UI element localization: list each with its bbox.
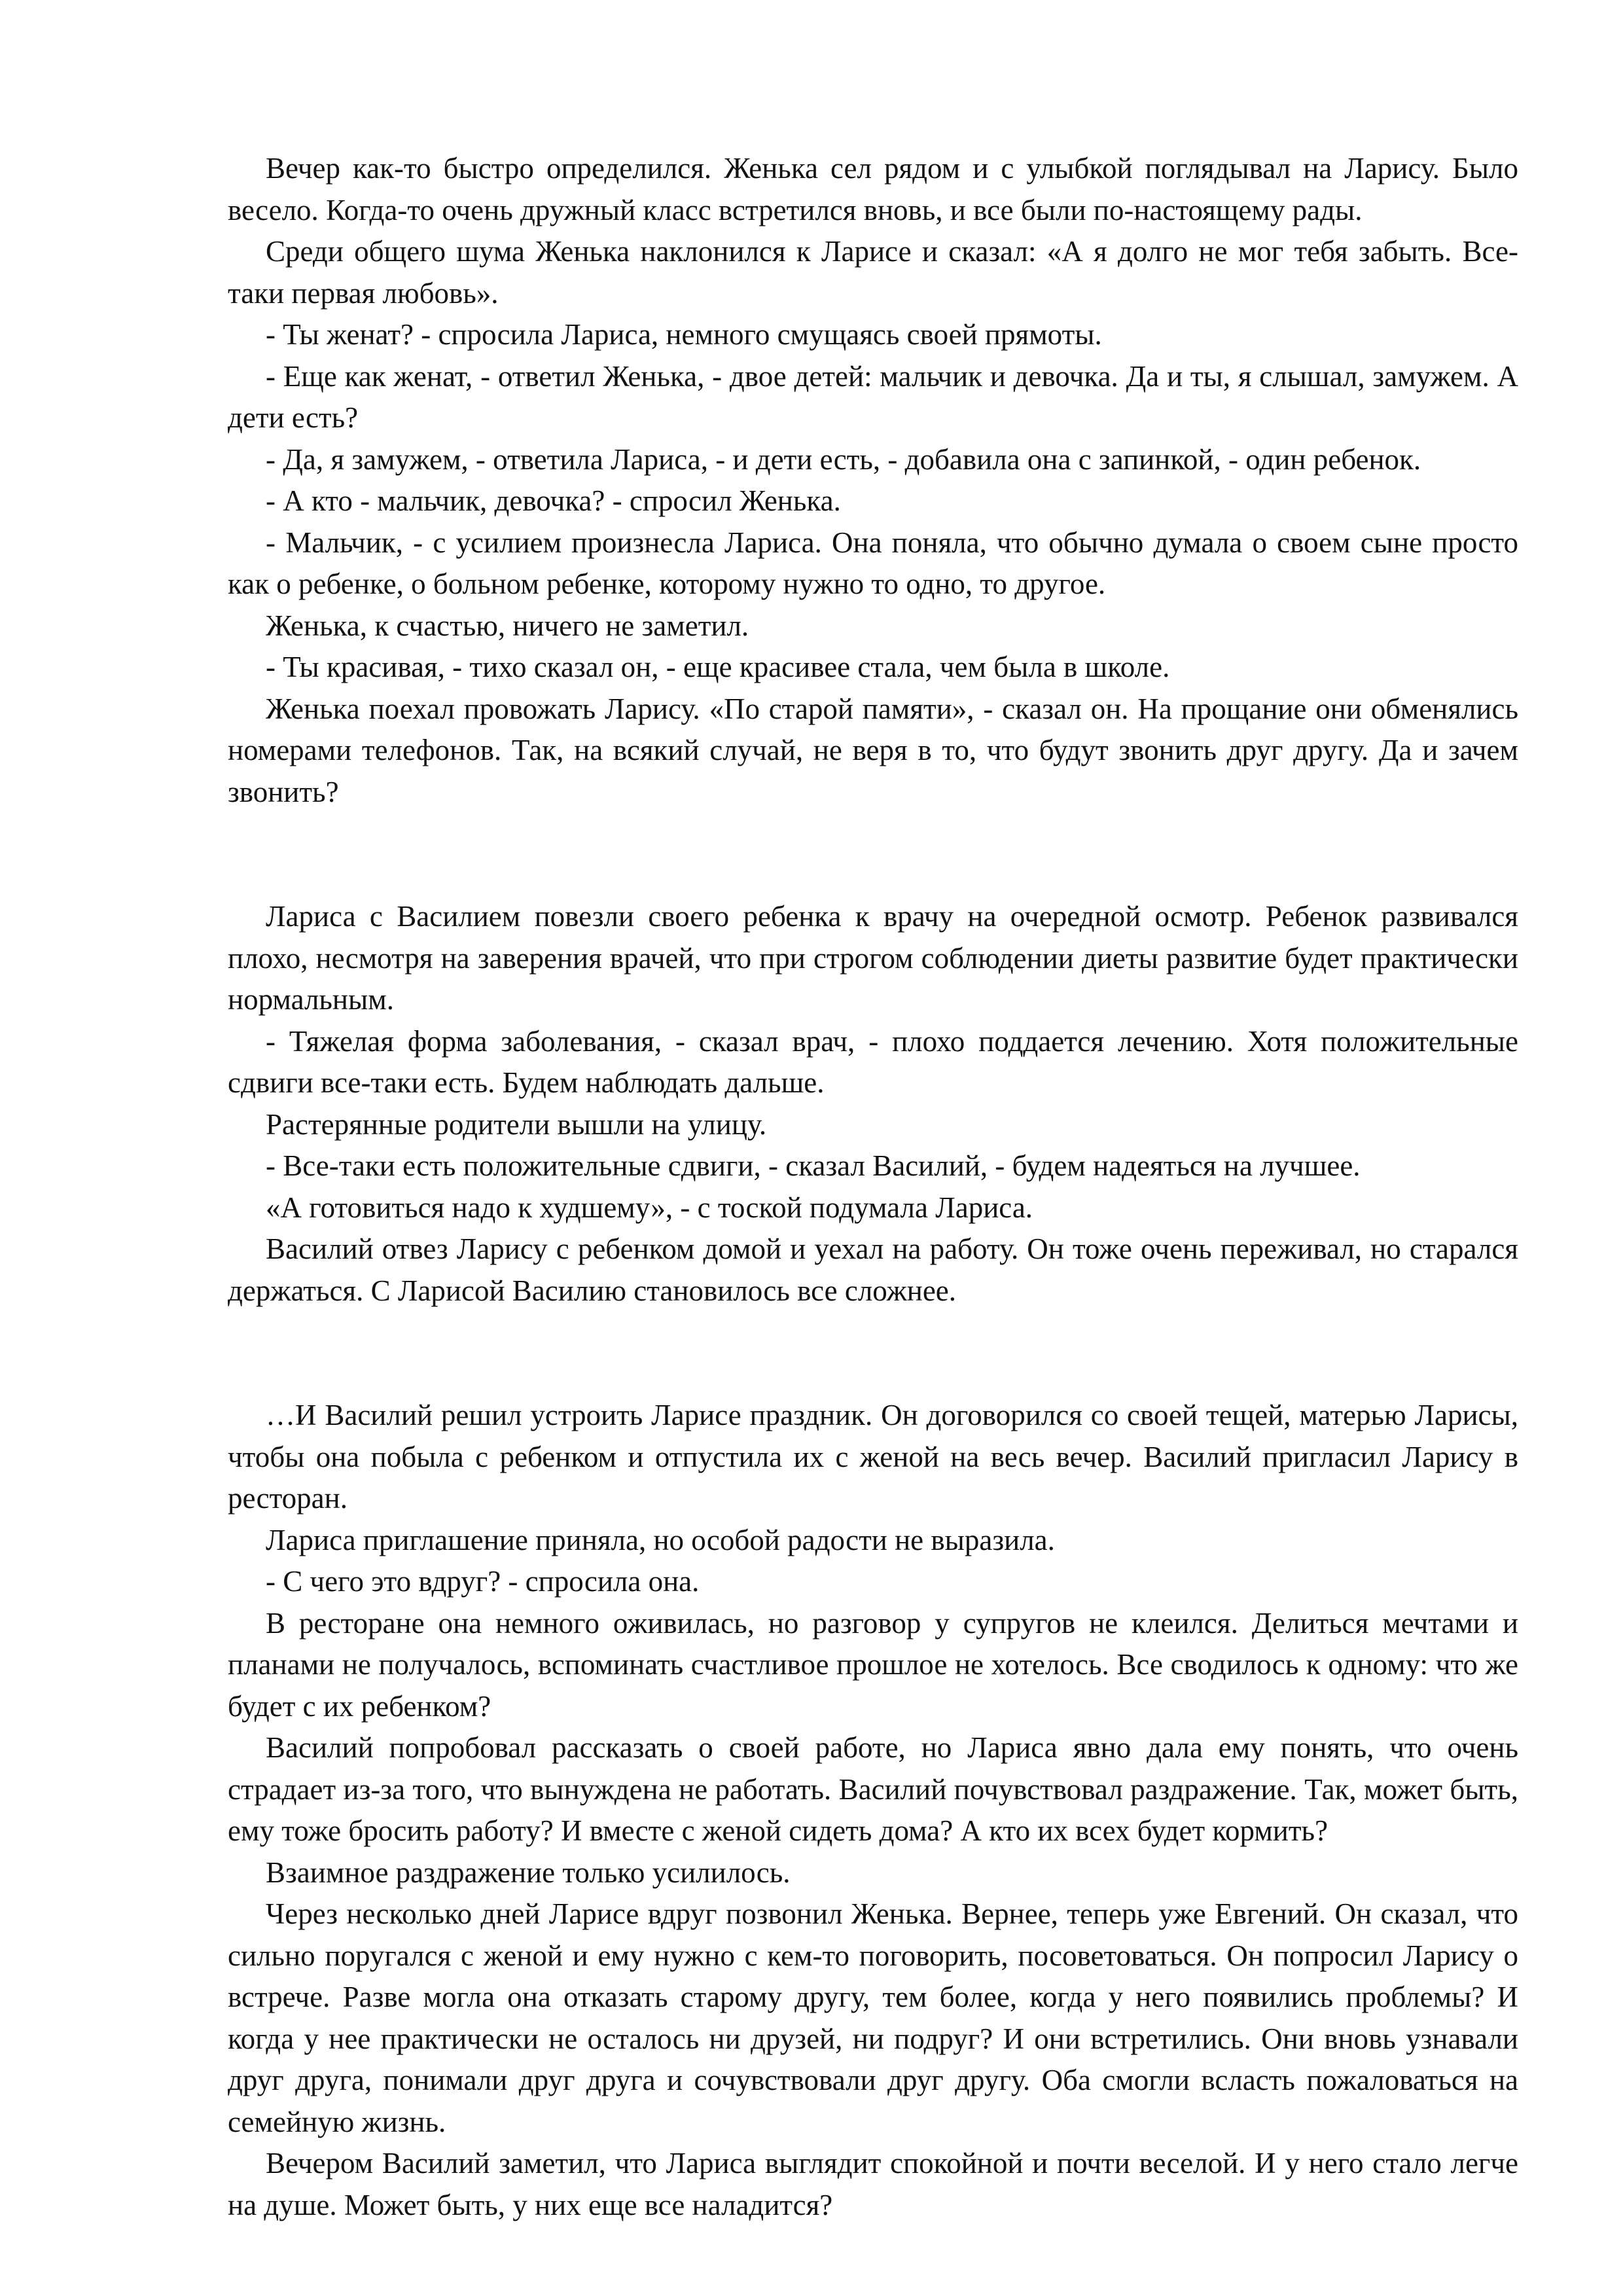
section-break — [228, 813, 1518, 896]
paragraph: Лариса с Василием повезли своего ребенка к врачу на очередной осмотр. Ребенок развивался плохо, несмотря на заверения врачей, что при строгом соблюдении диеты развитие будет практически нормальным. — [228, 900, 1518, 1016]
paragraph: - Все-таки есть положительные сдвиги, - сказал Василий, - будем надеяться на лучшее. — [266, 1149, 1361, 1182]
paragraph: Женька, к счастью, ничего не заметил. — [266, 609, 749, 642]
paragraph: Взаимное раздражение только усилилось. — [266, 1856, 791, 1889]
paragraph: Василий попробовал рассказать о своей работе, но Лариса явно дала ему понять, что очень страдает из-за того, что вынуждена не работать. Василий почувствовал раздражение. Так, может быть, ему тоже бросить работу? И вместе с женой сидеть дома? А кто их всех будет кормить? — [228, 1731, 1518, 1847]
paragraph: Вечер как-то быстро определился. Женька сел рядом и с улыбкой поглядывал на Ларису. Было весело. Когда-то очень дружный класс встретился вновь, и все были по-настоящему рады. — [228, 152, 1518, 226]
paragraph: - Еще как женат, - ответил Женька, - двое детей: мальчик и девочка. Да и ты, я слышал, замужем. А дети есть? — [228, 359, 1518, 434]
paragraph: Растерянные родители вышли на улицу. — [266, 1107, 767, 1141]
paragraph: Среди общего шума Женька наклонился к Ларисе и сказал: «А я долго не мог тебя забыть. Все-таки первая любовь». — [228, 235, 1518, 310]
paragraph: Лариса приглашение приняла, но особой радости не выразила. — [266, 1523, 1055, 1556]
paragraph: В ресторане она немного оживилась, но разговор у супругов не клеился. Делиться мечтами и планами не получалось, вспоминать счастливое прошлое не хотелось. Все сводилось к одному: что же будет с их ребенком? — [228, 1606, 1518, 1723]
paragraph: - Да, я замужем, - ответила Лариса, - и дети есть, - добавила она с запинкой, - один ребенок. — [266, 442, 1421, 476]
paragraph: - Тяжелая форма заболевания, - сказал врач, - плохо поддается лечению. Хотя положительные сдвиги все-таки есть. Будем наблюдать дальше. — [228, 1024, 1518, 1099]
paragraph: - Ты красивая, - тихо сказал он, - еще красивее стала, чем была в школе. — [266, 651, 1170, 683]
paragraph: Вечером Василий заметил, что Лариса выглядит спокойной и почти веселой. И у него стало легче на душе. Может быть, у них еще все наладится? — [228, 2147, 1518, 2221]
paragraph: - С чего это вдруг? - спросила она. — [266, 1565, 700, 1598]
text-column — [228, 148, 1518, 2226]
paragraph: Женька поехал провожать Ларису. «По старой памяти», - сказал он. На прощание они обменялись номерами телефонов. Так, на всякий случай, не веря в то, что будут звонить друг другу. Да и зачем звонить? — [228, 692, 1518, 808]
paragraph: «А готовиться надо к худшему», - с тоской подумала Лариса. — [266, 1191, 1033, 1224]
paragraph: …И Василий решил устроить Ларисе праздник. Он договорился со своей тещей, матерью Ларисы, чтобы она побыла с ребенком и отпустила их с женой на весь вечер. Василий пригласил Ларису в ресторан. — [228, 1399, 1518, 1515]
paragraph: - А кто - мальчик, девочка? - спросил Женька. — [266, 484, 841, 517]
paragraph: - Ты женат? - спросила Лариса, немного смущаясь своей прямоты. — [266, 318, 1102, 351]
paragraph: Василий отвез Ларису с ребенком домой и уехал на работу. Он тоже очень переживал, но старался держаться. С Ларисой Василию становилось все сложнее. — [228, 1232, 1518, 1307]
paragraph: Через несколько дней Ларисе вдруг позвонил Женька. Вернее, теперь уже Евгений. Он сказал, что сильно поругался с женой и ему нужно с кем-то поговорить, посоветоваться. Он попросил Ларису о встрече. Разве могла она отказать старому другу, тем более, когда у него появились проблемы? И когда у нее практически не осталось ни друзей, ни подруг? И они встретились. Они вновь узнавали друг друга, понимали друг друга и сочувствовали друг другу. Оба смогли всласть пожаловаться на семейную жизнь. — [228, 1897, 1518, 2138]
paragraph: - Мальчик, - с усилием произнесла Лариса. Она поняла, что обычно думала о своем сыне просто как о ребенке, о больном ребенке, которому нужно то одно, то другое. — [228, 526, 1518, 600]
section-break — [228, 1312, 1518, 1395]
